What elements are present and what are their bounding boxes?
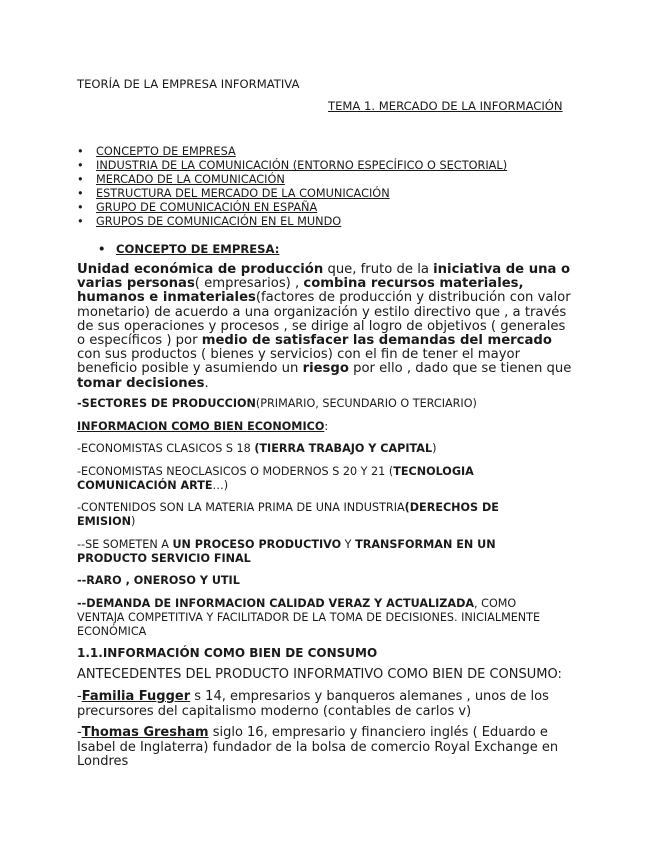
neoclasicos-line: -ECONOMISTAS NEOCLASICOS O MODERNOS S 20 Y 21 (TECNOLOGIA COMUNICACIÓN ARTE…) [77, 465, 474, 492]
fugger-paragraph: -Familia Fugger s 14, empresarios y banqueros alemanes , unos de los precursores del capitalismo moderno (contables de carlos v) [77, 689, 549, 719]
raro-line: --RARO , ONEROSO Y UTIL [77, 574, 240, 587]
toc-item[interactable]: • INDUSTRIA DE LA COMUNICACIÓN (ENTORNO ESPECÍFICO O SECTORIAL) [77, 159, 507, 173]
toc-item[interactable]: • MERCADO DE LA COMUNICACIÓN [77, 173, 507, 187]
demanda-paragraph: --DEMANDA DE INFORMACION CALIDAD VERAZ Y ACTUALIZADA, COMO VENTAJA COMPETITIVA Y FACILITADOR DE LA TOMA DE DECISIONES. INICIALMENTE ECONÓMICA [77, 597, 541, 638]
toc-item[interactable]: • CONCEPTO DE EMPRESA [77, 145, 507, 159]
tema-heading: TEMA 1. MERCADO DE LA INFORMACIÓN [328, 99, 563, 113]
toc-item[interactable]: • ESTRUCTURA DEL MERCADO DE LA COMUNICACIÓN [77, 187, 507, 201]
info-bien-heading: INFORMACION COMO BIEN ECONOMICO: [77, 420, 329, 433]
section-heading-text: CONCEPTO DE EMPRESA: [116, 242, 280, 256]
sectores-line: -SECTORES DE PRODUCCION(PRIMARIO, SECUNDARIO O TERCIARIO) [77, 397, 477, 410]
document-title: TEORÍA DE LA EMPRESA INFORMATIVA [77, 77, 300, 91]
definition-paragraph: Unidad económica de producción que, fruto de la iniciativa de una o varias personas( empresarios) , combina recursos materiales, humanos e inmateriales(factores de producción y distribución con valor monetario) de acuerdo a una organización y estilo directivo que , a través de sus operaciones y procesos , se dirige al logro de objetivos ( generales o específicos ) por medio de satisfacer las demandas del mercado con sus productos ( bienes y servicios) con el fin de tener el mayor beneficio posible y asumiendo un riesgo por ello , dado que se tienen que tomar decisiones. [77, 262, 572, 391]
toc-item[interactable]: • GRUPOS DE COMUNICACIÓN EN EL MUNDO [77, 215, 507, 229]
contenidos-line: -CONTENIDOS SON LA MATERIA PRIMA DE UNA INDUSTRIA(DERECHOS DE EMISION) [77, 501, 499, 528]
gresham-paragraph: -Thomas Gresham siglo 16, empresario y financiero inglés ( Eduardo e Isabel de Inglaterra) fundador de la bolsa de comercio Royal Exchange en Londres [77, 725, 559, 769]
subsection-heading: 1.1.INFORMACIÓN COMO BIEN DE CONSUMO [77, 646, 378, 660]
someten-line: --SE SOMETEN A UN PROCESO PRODUCTIVO Y TRANSFORMAN EN UN PRODUCTO SERVICIO FINAL [77, 538, 496, 565]
section-heading [98, 242, 598, 256]
toc-item[interactable]: • GRUPO DE COMUNICACIÓN EN ESPAÑA [77, 201, 507, 215]
table-of-contents [77, 145, 507, 229]
clasicos-line: -ECONOMISTAS CLASICOS S 18 (TIERRA TRABAJO Y CAPITAL) [77, 442, 437, 455]
antecedentes-heading: ANTECEDENTES DEL PRODUCTO INFORMATIVO COMO BIEN DE CONSUMO: [77, 667, 562, 682]
